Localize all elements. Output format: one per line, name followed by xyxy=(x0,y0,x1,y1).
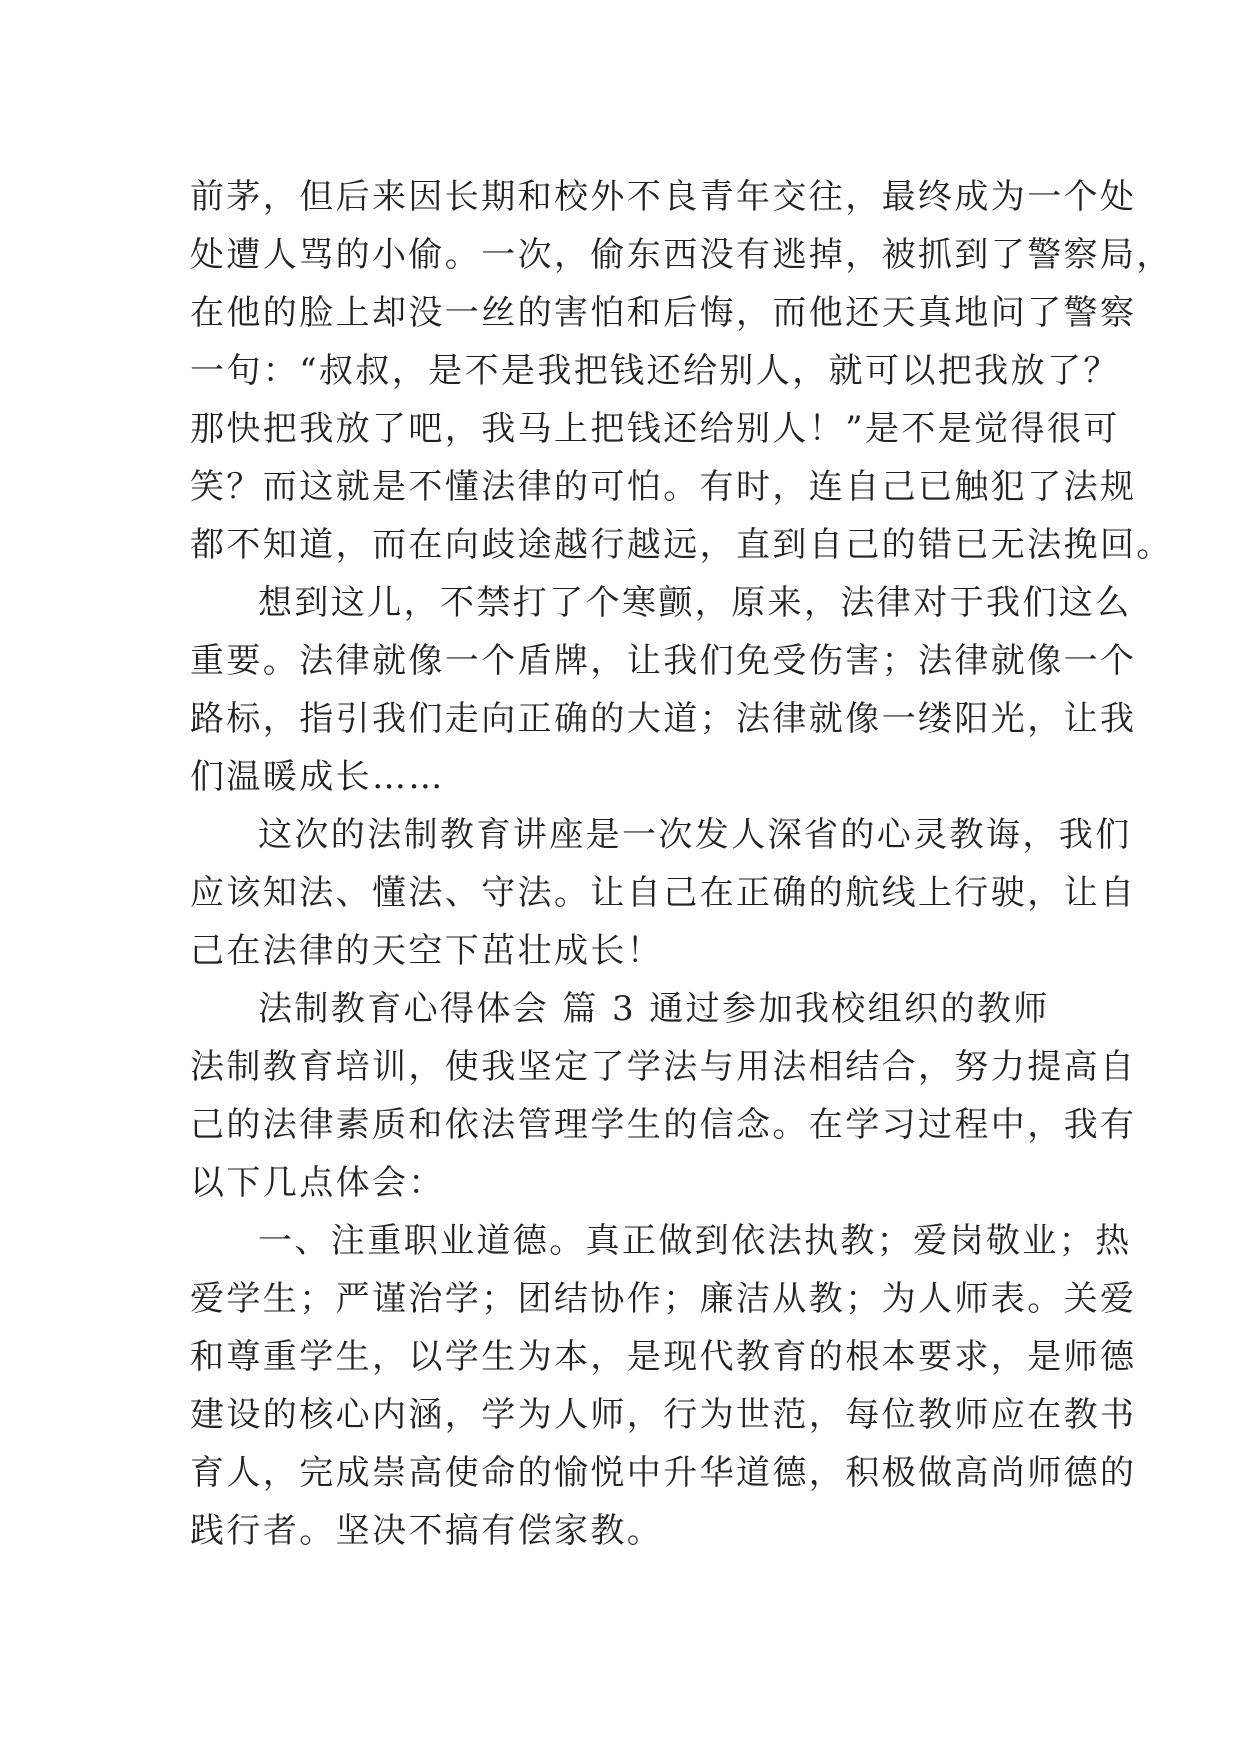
text-line: 建设的核心内涵，学为人师，行为世范，每位教师应在教书 xyxy=(190,1395,1137,1435)
text-line: 法制教育心得体会 篇 3 通过参加我校组织的教师 xyxy=(258,989,1050,1029)
text-line: 爱学生；严谨治学；团结协作；廉洁从教；为人师表。关爱 xyxy=(190,1279,1137,1319)
text-line: 己的法律素质和依法管理学生的信念。在学习过程中，我有 xyxy=(190,1105,1137,1145)
text-line: 处遭人骂的小偷。一次，偷东西没有逃掉，被抓到了警察局， xyxy=(190,235,1173,275)
text-line: 们温暖成长…… xyxy=(190,757,445,797)
text-line: 路标，指引我们走向正确的大道；法律就像一缕阳光，让我 xyxy=(190,699,1137,739)
text-line: 一句：“叔叔，是不是我把钱还给别人，就可以把我放了？ xyxy=(190,351,1120,391)
text-line: 那快把我放了吧，我马上把钱还给别人！”是不是觉得很可 xyxy=(190,409,1120,449)
text-line: 在他的脸上却没一丝的害怕和后悔，而他还天真地问了警察 xyxy=(190,293,1137,333)
text-line: 一、注重职业道德。真正做到依法执教；爱岗敬业；热 xyxy=(258,1221,1132,1261)
text-line: 以下几点体会： xyxy=(190,1163,445,1203)
text-line: 应该知法、懂法、守法。让自己在正确的航线上行驶，让自 xyxy=(190,873,1137,913)
text-line: 想到这儿，不禁打了个寒颤，原来，法律对于我们这么 xyxy=(258,583,1132,623)
text-line: 重要。法律就像一个盾牌，让我们免受伤害；法律就像一个 xyxy=(190,641,1137,681)
text-line: 法制教育培训，使我坚定了学法与用法相结合，努力提高自 xyxy=(190,1047,1137,1087)
text-line: 笑？而这就是不懂法律的可怕。有时，连自己已触犯了法规 xyxy=(190,467,1137,507)
text-line: 这次的法制教育讲座是一次发人深省的心灵教诲，我们 xyxy=(258,815,1132,855)
text-line: 和尊重学生，以学生为本，是现代教育的根本要求，是师德 xyxy=(190,1337,1137,1377)
text-line: 前茅，但后来因长期和校外不良青年交往，最终成为一个处 xyxy=(190,177,1137,217)
text-line: 都不知道，而在向歧途越行越远，直到自己的错已无法挽回。 xyxy=(190,525,1173,565)
document-body xyxy=(190,168,1173,1560)
text-line: 践行者。坚决不搞有偿家教。 xyxy=(190,1511,664,1551)
text-line: 育人，完成崇高使命的愉悦中升华道德，积极做高尚师德的 xyxy=(190,1453,1137,1493)
text-line: 己在法律的天空下茁壮成长！ xyxy=(190,931,664,971)
